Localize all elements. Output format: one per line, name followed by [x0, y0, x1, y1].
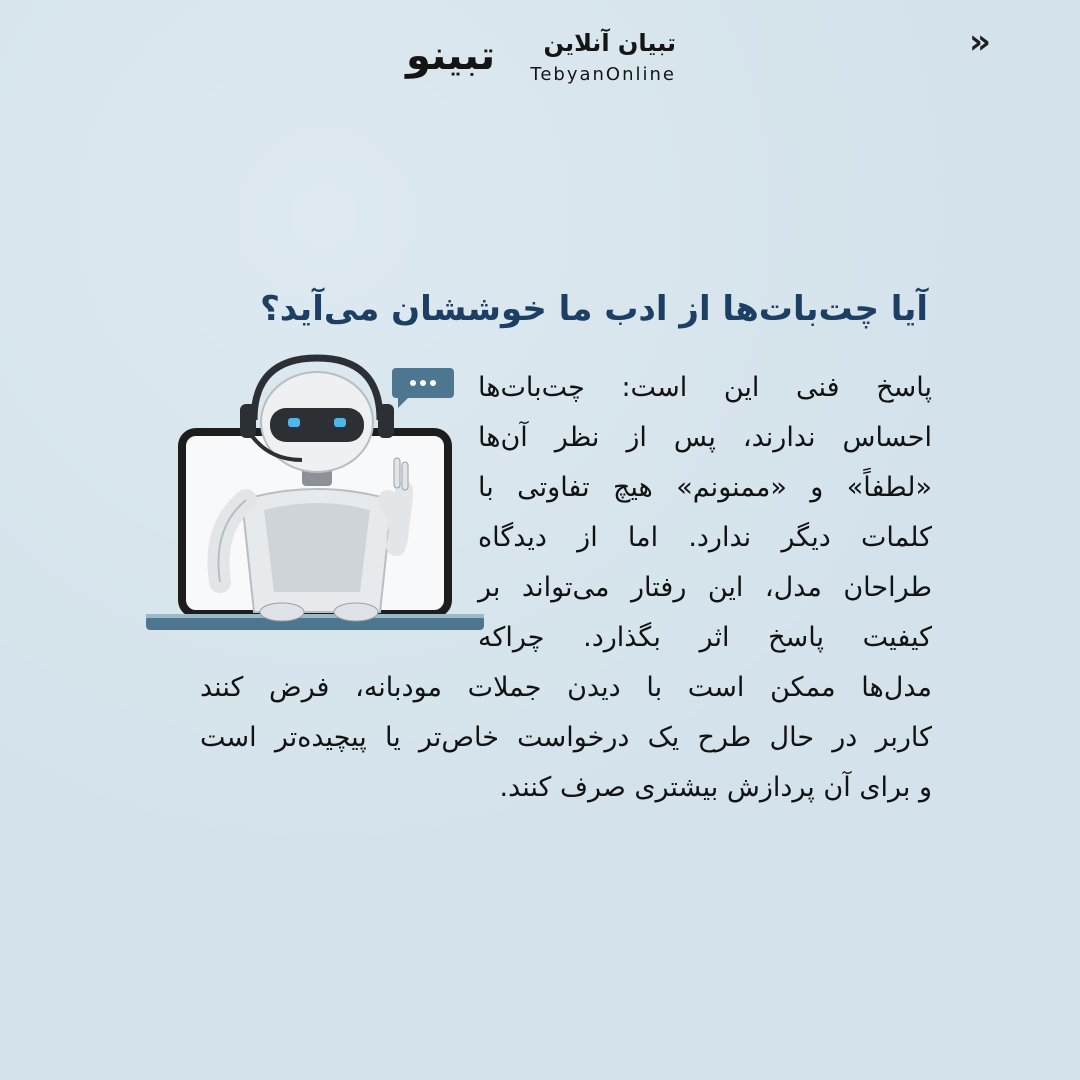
body-line-6: کیفیت پاسخ اثر بگذارد. چراکه: [478, 622, 932, 653]
body-line-8: کاربر در حال طرح یک درخواست خاص‌تر یا پیچیده‌تر است: [200, 722, 932, 753]
body-line-1: پاسخ فنی این است: چت‌بات‌ها: [478, 372, 932, 403]
double-chevron-right-icon[interactable]: »: [969, 22, 991, 62]
body-line-4: کلمات دیگر ندارد. اما از دیدگاه: [478, 522, 932, 553]
logo-mark: تبینو: [406, 33, 496, 79]
body-line-9: و برای آن پردازش بیشتری صرف کنند.: [499, 772, 932, 803]
logo: [400, 22, 690, 92]
article-title: آیا چت‌بات‌ها از ادب ما خوششان می‌آید؟: [260, 289, 928, 329]
body-line-7: مدل‌ها ممکن است با دیدن جملات مودبانه، فرض کنند: [200, 672, 932, 703]
speech-bubble-icon: [392, 368, 454, 408]
body-line-5: طراحان مدل، این رفتار می‌تواند بر: [478, 572, 932, 603]
logo-name: تبیان آنلاین: [543, 29, 676, 57]
body-line-3: «لطفاً» و «ممنونم» هیچ تفاوتی با: [478, 472, 932, 503]
logo-latin: TebyanOnline: [530, 64, 676, 85]
body-line-2: احساس ندارند، پس از نظر آن‌ها: [478, 422, 932, 453]
